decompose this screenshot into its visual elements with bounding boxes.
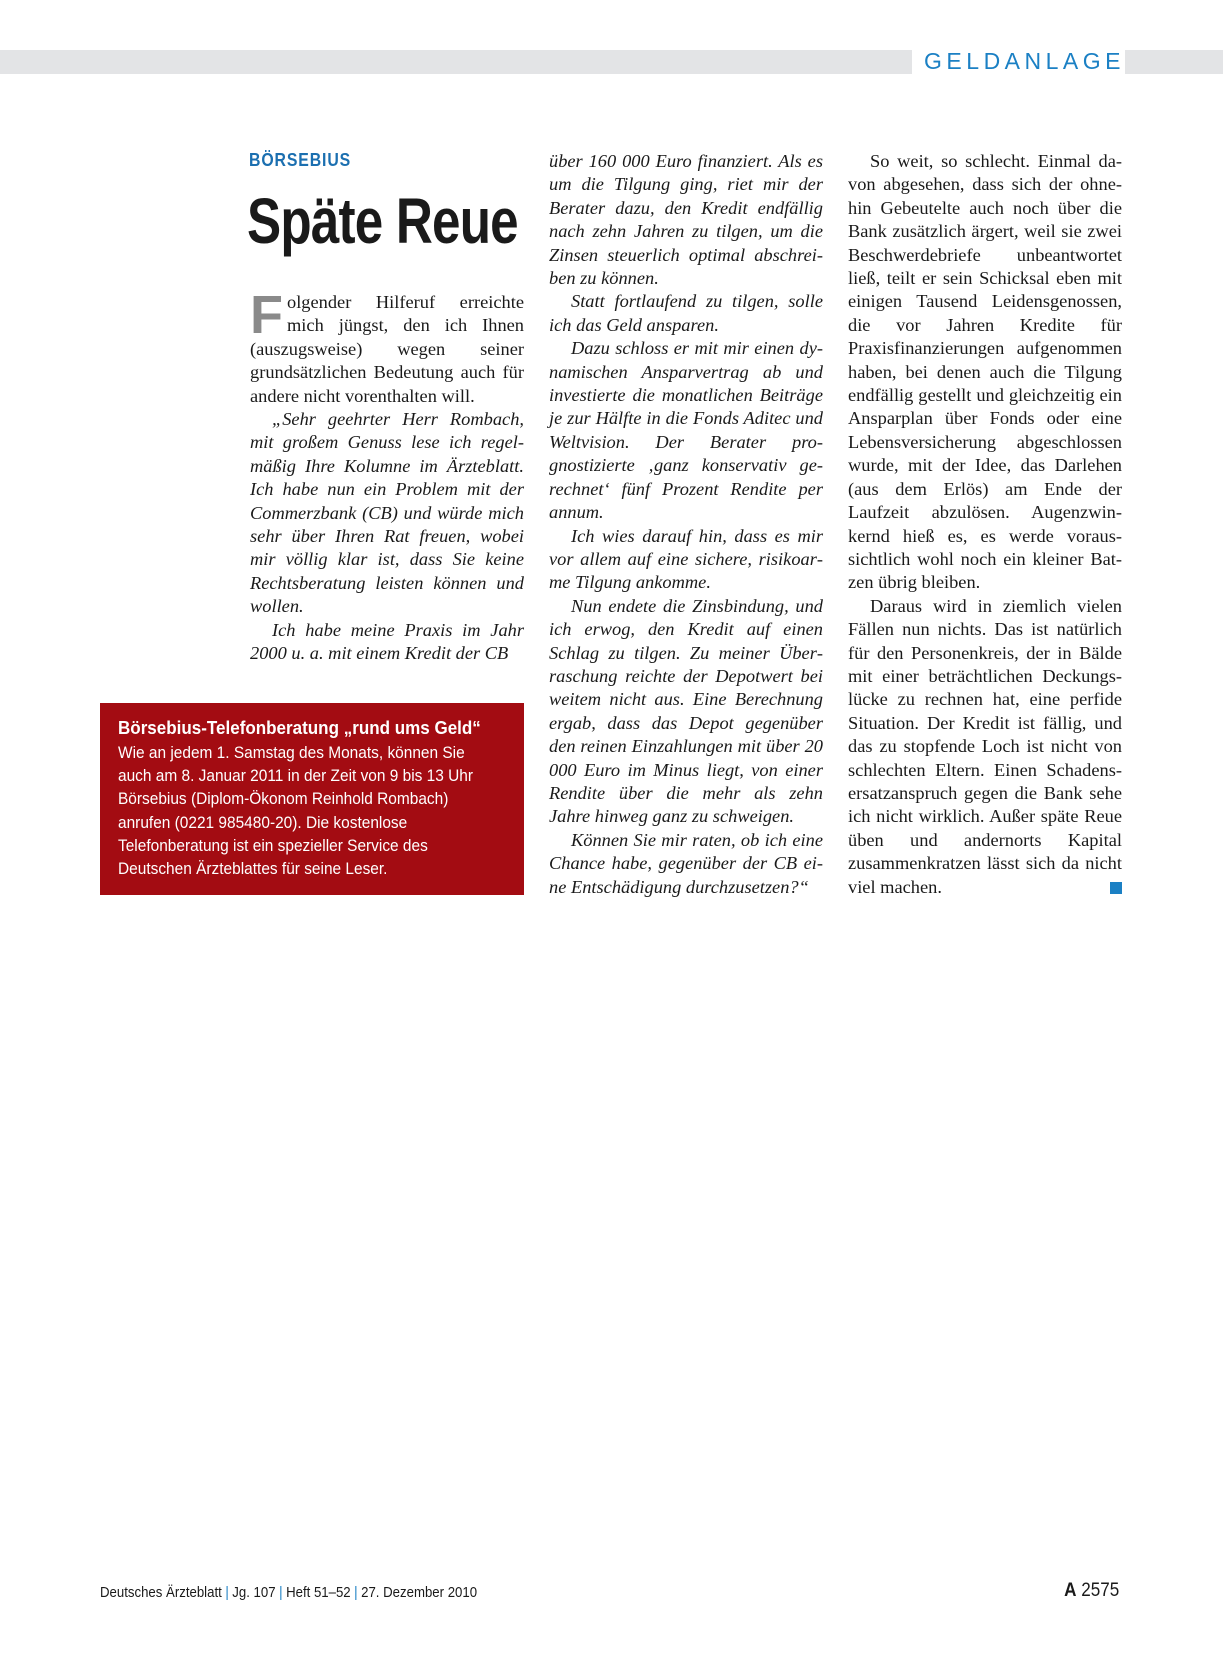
paragraph: „Sehr geehrter Herr Rombach, mit großem Genuss lese ich regelmäßig Ihre Kolumne im Ärzteblatt. Ich habe nun ein Problem mit der Commerzbank (CB) und würde mich sehr über Ihren Rat freuen, wobei mir völlig klar ist, dass Sie keine Rechtsberatung leisten können und wollen. <box>250 409 524 617</box>
paragraph: Statt fortlaufend zu tilgen, solle ich das Geld ansparen. <box>549 291 823 335</box>
paragraph: über 160 000 Euro finanziert. Als es um die Tilgung ging, riet mir der Berater dazu, den Kredit endfällig nach zehn Jahren zu tilgen, um die Zinsen steuerlich optimal abschreiben zu können. <box>549 151 823 289</box>
info-box-line: anrufen (0221 985480-20). Die kostenlose <box>118 812 408 832</box>
paragraph-text: olgender Hilferuf erreichte mich jüngst, den ich Ihnen (auszugsweise) wegen seiner grundsätzlichen Bedeutung auch für andere nicht vorenthalten will. <box>250 292 524 406</box>
footer-separator: | <box>279 1584 283 1601</box>
info-box-line: Börsebius (Diplom-Ökonom Reinhold Rombach) <box>118 789 449 809</box>
footer-volume: Jg. 107 <box>232 1584 276 1601</box>
page-number-value: 2575 <box>1080 1580 1119 1601</box>
article-kicker: BÖRSEBIUS <box>249 150 352 170</box>
paragraph: Ich wies darauf hin, dass es mir vor allem auf eine sichere, risikoarme Tilgung ankomme. <box>549 525 823 593</box>
footer-citation <box>100 1584 477 1601</box>
article-column-3 <box>848 150 1122 899</box>
article-title: Späte Reue <box>247 185 518 257</box>
info-box-line: Telefonberatung ist ein spezieller Service des <box>118 835 428 855</box>
end-of-article-icon <box>1110 882 1122 894</box>
info-box-title: Börsebius-Telefonberatung „rund ums Geld“ <box>118 717 481 738</box>
paragraph: Nun endete die Zinsbindung, und ich erwog, den Kredit auf einen Schlag zu tilgen. Zu meiner Überraschung reichte der Depotwert bei weitem nicht aus. Eine Berechnung ergab, dass das Depot gegenüber den reinen Einzahlungen mit über 20 000 Euro im Minus liegt, von einer Rendite über die mehr als zehn Jahre hinweg ganz zu schweigen. <box>549 595 823 827</box>
paragraph <box>250 285 524 408</box>
info-box-line: Deutschen Ärzteblattes für seine Leser. <box>118 859 388 879</box>
footer-date: 27. Dezember 2010 <box>361 1584 478 1601</box>
footer-separator: | <box>354 1584 358 1601</box>
drop-cap: F <box>250 285 283 345</box>
paragraph <box>848 595 1122 899</box>
footer-issue: Heft 51–52 <box>286 1584 351 1601</box>
article-column-1 <box>250 285 524 666</box>
page-prefix: A <box>1063 1580 1077 1601</box>
paragraph: So weit, so schlecht. Einmal davon abgesehen, dass sich der ohnehin Gebeutelte auch noch über die Bank zusätzlich ärgert, weil sie zwei Beschwerdebriefe unbeantwortet ließ, teilt er sein Schicksal eben mit einigen Tausend Leidensgenossen, die vor Jahren Kredite für Praxisfinanzierungen aufgenommen haben, bei denen auch die Tilgung endfällig gestellt und gleichzeitig ein Ansparplan über Fonds oder eine Lebensversicherung abgeschlossen wurde, mit der Idee, das Darlehen (aus dem Erlös) am Ende der Laufzeit abzulösen. Augenzwinkernd hieß es, es werde voraussichtlich wohl noch ein kleiner Batzen übrig bleiben. <box>848 151 1122 593</box>
paragraph: Können Sie mir raten, ob ich eine Chance habe, gegenüber der CB eine Entschädigung durchzusetzen?“ <box>549 829 823 897</box>
paragraph: Dazu schloss er mit mir einen dynamischen Ansparvertrag ab und investierte die monatlichen Beiträge je zur Hälfte in die Fonds Aditec und Weltvision. Der Berater prognostizierte ‚ganz konservativ gerechnet‘ fünf Prozent Rendite per annum. <box>549 338 823 523</box>
article-column-2 <box>549 150 823 899</box>
footer-separator: | <box>225 1584 229 1601</box>
paragraph-text: Daraus wird in ziemlich vielen Fällen nun nichts. Das ist natürlich für den Personenkreis, der in Bälde mit einer beträchtlichen Deckungslücke zu rechnen hat, eine perfide Situation. Der Kredit ist fällig, und das zu stopfende Loch ist nicht von schlechten Eltern. Einen Schadensersatzanspruch gegen die Bank sehe ich nicht wirklich. Außer späte Reue üben und andernorts Kapital zusammenkratzen lässt sich da nicht viel machen. <box>848 595 1122 897</box>
paragraph: Ich habe meine Praxis im Jahr 2000 u. a. mit einem Kredit der CB <box>250 619 524 664</box>
info-box <box>100 703 524 895</box>
info-box-line: Wie an jedem 1. Samstag des Monats, können Sie <box>118 743 465 762</box>
section-label: GELDANLAGE <box>912 44 1125 78</box>
page-number <box>1064 1580 1119 1602</box>
info-box-line: auch am 8. Januar 2011 in der Zeit von 9 bis 13 Uhr <box>118 766 474 786</box>
footer-journal: Deutsches Ärzteblatt <box>100 1584 222 1601</box>
